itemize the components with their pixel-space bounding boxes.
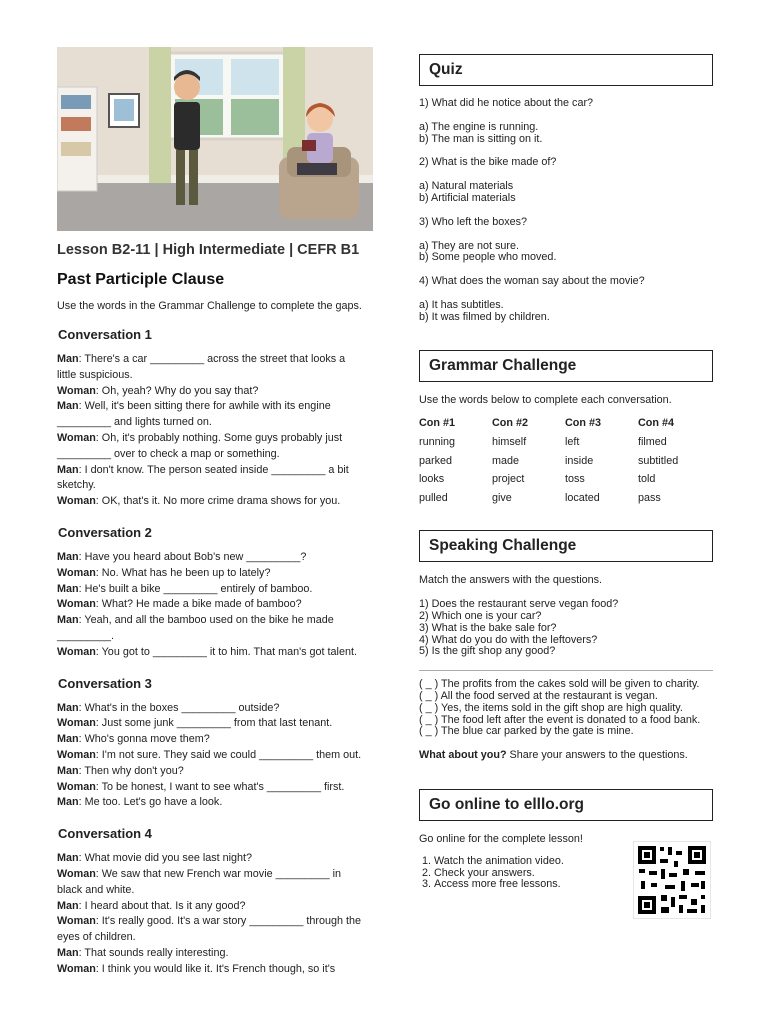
qr-code[interactable] xyxy=(633,841,711,919)
dialogue-line xyxy=(57,566,377,582)
dialogue-line xyxy=(57,899,377,915)
conversation-4 xyxy=(57,826,377,977)
column-header: Con #3 xyxy=(565,417,601,430)
speaker-name: Man xyxy=(57,796,79,809)
speaker-name: Woman xyxy=(57,384,96,397)
dialogue-text: _________ and lights turned on. xyxy=(57,416,212,429)
dialogue-line xyxy=(57,883,377,899)
dialogue-text: : Oh, it's probably nothing. Some guys probably just xyxy=(95,431,343,444)
speaking-answer: ( _ ) The profits from the cakes sold will be given to charity. xyxy=(419,678,700,691)
speaker-name: Man xyxy=(57,463,79,476)
dialogue-line xyxy=(57,368,377,384)
conversation-title: Conversation 3 xyxy=(58,675,152,691)
conversation-3 xyxy=(57,676,377,812)
dialogue-line xyxy=(57,447,377,463)
dialogue-line xyxy=(57,732,377,748)
dialogue-line xyxy=(57,494,377,510)
dialogue-line xyxy=(57,463,377,479)
word: located xyxy=(565,491,600,504)
conversation-title: Conversation 2 xyxy=(58,524,152,540)
dialogue-text: : To be honest, I want to see what's _________ first. xyxy=(95,780,345,793)
dialogue-line xyxy=(57,780,377,796)
quiz-heading: Quiz xyxy=(419,54,713,86)
what-about-you-bold: What about you? xyxy=(419,749,507,762)
quiz-questions xyxy=(419,98,713,324)
what-about-you-rest: Share your answers to the questions. xyxy=(506,749,688,762)
option-b: b) The man is sitting on it. xyxy=(419,132,543,145)
speaking-questions xyxy=(419,599,713,658)
speaking-question: 2) Which one is your car? xyxy=(419,609,542,622)
speaker-name: Woman xyxy=(57,495,96,508)
grammar-word-table xyxy=(419,417,713,510)
page-title: Past Participle Clause xyxy=(57,271,225,288)
grammar-heading: Grammar Challenge xyxy=(419,350,713,382)
dialogue-line xyxy=(57,716,377,732)
dialogue-line xyxy=(57,415,377,431)
word: running xyxy=(419,436,456,449)
word: pass xyxy=(638,491,661,504)
speaker-name: Woman xyxy=(57,598,96,611)
dialogue-text: : What movie did you see last night? xyxy=(78,852,253,865)
dialogue-text: : I don't know. The person seated inside _________ a bit xyxy=(78,463,349,476)
dialogue-line xyxy=(57,613,377,629)
divider xyxy=(419,670,713,671)
speaker-name: Man xyxy=(57,899,79,912)
speaking-answer: ( _ ) Yes, the items sold in the gift shop are high quality. xyxy=(419,701,683,714)
online-step: 3. Access more free lessons. xyxy=(434,879,713,891)
dialogue-text: little suspicious. xyxy=(57,368,133,381)
dialogue-text: : I'm not sure. They said we could _________ them out. xyxy=(95,748,362,761)
speaker-name: Man xyxy=(57,550,79,563)
speaker-name: Man xyxy=(57,582,79,595)
quiz-question xyxy=(419,217,713,264)
word-column xyxy=(492,417,565,510)
lesson-illustration xyxy=(57,47,373,231)
speaking-question: 1) Does the restaurant serve vegan food? xyxy=(419,598,619,611)
question-text: 3) Who left the boxes? xyxy=(419,215,528,228)
dialogue-line xyxy=(57,946,377,962)
dialogue-text: : You got to _________ it to him. That man's got talent. xyxy=(95,645,357,658)
word-column xyxy=(565,417,638,510)
option-b: b) It was filmed by children. xyxy=(419,310,550,323)
dialogue-line xyxy=(57,795,377,811)
dialogue-text: : No. What has he been up to lately? xyxy=(95,566,271,579)
dialogue-text: : We saw that new French war movie _________ in xyxy=(95,867,342,880)
word-column xyxy=(638,417,711,510)
dialogue-line xyxy=(57,645,377,661)
speaking-answer: ( _ ) The blue car parked by the gate is mine. xyxy=(419,725,634,738)
question-text: 4) What does the woman say about the movie? xyxy=(419,275,645,288)
word: told xyxy=(638,473,656,486)
speaker-name: Man xyxy=(57,946,79,959)
speaking-question: 4) What do you do with the leftovers? xyxy=(419,633,598,646)
dialogue-line xyxy=(57,867,377,883)
online-step: 2. Check your answers. xyxy=(434,868,713,880)
option-a: a) Natural materials xyxy=(419,180,514,193)
column-header: Con #4 xyxy=(638,417,674,430)
dialogue-text: : He's built a bike _________ entirely of bamboo. xyxy=(78,582,313,595)
speaking-question: 3) What is the bake sale for? xyxy=(419,621,557,634)
question-text: 1) What did he notice about the car? xyxy=(419,97,594,109)
word: made xyxy=(492,454,520,467)
speaker-name: Woman xyxy=(57,962,96,975)
dialogue-text: : Me too. Let's go have a look. xyxy=(78,796,223,809)
conversation-title: Conversation 1 xyxy=(58,327,152,342)
dialogue-line xyxy=(57,582,377,598)
dialogue-text: : There's a car _________ across the street that looks a xyxy=(78,353,346,365)
quiz-question xyxy=(419,157,713,204)
dialogue-text: : Just some junk _________ from that last tenant. xyxy=(95,717,333,730)
dialogue-text: : I heard about that. Is it any good? xyxy=(78,899,246,912)
word-column xyxy=(419,417,492,510)
dialogue-text: black and white. xyxy=(57,883,135,896)
dialogue-line xyxy=(57,399,377,415)
dialogue-text: : Who's gonna move them? xyxy=(78,733,210,746)
speaker-name: Woman xyxy=(57,566,96,579)
speaker-name: Man xyxy=(57,733,79,746)
dialogue-line xyxy=(57,384,377,400)
speaking-answer: ( _ ) All the food served at the restaurant is vegan. xyxy=(419,689,658,702)
dialogue-text: _________ over to check a map or something. xyxy=(57,447,280,460)
dialogue-text: eyes of children. xyxy=(57,931,136,944)
online-heading: Go online to elllo.org xyxy=(419,789,713,821)
grammar-instructions: Use the words below to complete each conversation. xyxy=(419,393,672,406)
speaking-answers xyxy=(419,679,713,738)
speaker-name: Man xyxy=(57,852,79,865)
dialogue-text: : What's in the boxes _________ outside? xyxy=(78,701,280,714)
word: parked xyxy=(419,454,453,467)
option-b: b) Artificial materials xyxy=(419,191,516,204)
dialogue-text: : What? He made a bike made of bamboo? xyxy=(95,598,302,611)
option-b: b) Some people who moved. xyxy=(419,251,557,264)
speaking-heading: Speaking Challenge xyxy=(419,530,713,562)
dialogue-line xyxy=(57,352,377,368)
speaker-name: Man xyxy=(57,764,79,777)
dialogue-text: : That sounds really interesting. xyxy=(78,946,229,959)
dialogue-line xyxy=(57,930,377,946)
word: left xyxy=(565,436,580,449)
word: filmed xyxy=(638,436,667,449)
speaker-name: Man xyxy=(57,353,79,365)
speaking-instructions: Match the answers with the questions. xyxy=(419,574,603,587)
speaker-name: Woman xyxy=(57,645,96,658)
question-text: 2) What is the bike made of? xyxy=(419,156,557,169)
dialogue-text: : OK, that's it. No more crime drama shows for you. xyxy=(95,495,341,508)
dialogue-line xyxy=(57,962,377,978)
quiz-question xyxy=(419,276,713,323)
word: pulled xyxy=(419,491,448,504)
dialogue-text: _________. xyxy=(57,629,115,642)
dialogue-line xyxy=(57,701,377,717)
word: give xyxy=(492,491,512,504)
speaker-name: Man xyxy=(57,614,79,627)
word: looks xyxy=(419,473,445,486)
word: subtitled xyxy=(638,454,679,467)
column-header: Con #2 xyxy=(492,417,528,430)
dialogue-text: : Yeah, and all the bamboo used on the bike he made xyxy=(78,614,334,627)
conversations xyxy=(57,327,377,978)
speaker-name: Woman xyxy=(57,867,96,880)
speaking-question: 5) Is the gift shop any good? xyxy=(419,645,556,658)
conversation-2 xyxy=(57,525,377,661)
dialogue-line xyxy=(57,764,377,780)
dialogue-line xyxy=(57,478,377,494)
what-about-you xyxy=(419,750,713,762)
dialogue-text: : Have you heard about Bob's new _________? xyxy=(78,550,307,563)
quiz-question xyxy=(419,98,713,145)
option-a: a) The engine is running. xyxy=(419,120,539,133)
speaker-name: Woman xyxy=(57,748,96,761)
speaker-name: Man xyxy=(57,701,79,714)
dialogue-line xyxy=(57,431,377,447)
dialogue-text: : Then why don't you? xyxy=(78,764,184,777)
option-a: a) It has subtitles. xyxy=(419,298,504,311)
speaker-name: Man xyxy=(57,400,79,413)
online-intro: Go online for the complete lesson! xyxy=(419,832,583,845)
dialogue-text: : Oh, yeah? Why do you say that? xyxy=(95,384,259,397)
left-column xyxy=(57,47,377,978)
online-step: 1. Watch the animation video. xyxy=(434,856,713,868)
word: inside xyxy=(565,454,594,467)
speaker-name: Woman xyxy=(57,717,96,730)
lesson-line: Lesson B2-11 | High Intermediate | CEFR B1 xyxy=(57,242,360,258)
dialogue-line xyxy=(57,597,377,613)
dialogue-line xyxy=(57,550,377,566)
speaker-name: Woman xyxy=(57,431,96,444)
option-a: a) They are not sure. xyxy=(419,239,520,252)
dialogue-text: : I think you would like it. It's French though, so it's xyxy=(95,962,336,975)
right-column xyxy=(419,54,713,891)
conversation-title: Conversation 4 xyxy=(58,826,152,842)
word: himself xyxy=(492,436,527,449)
speaking-answer: ( _ ) The food left after the event is donated to a food bank. xyxy=(419,713,701,726)
word: project xyxy=(492,473,525,486)
dialogue-text: : Well, it's been sitting there for awhile with its engine xyxy=(78,400,331,413)
speaker-name: Woman xyxy=(57,915,96,928)
conversation-1 xyxy=(57,327,377,510)
speaker-name: Woman xyxy=(57,780,96,793)
dialogue-line xyxy=(57,629,377,645)
dialogue-line xyxy=(57,851,377,867)
dialogue-text: : It's really good. It's a war story _________ through the xyxy=(95,915,362,928)
dialogue-line xyxy=(57,748,377,764)
instructions: Use the words in the Grammar Challenge to complete the gaps. xyxy=(57,300,362,312)
dialogue-text: sketchy. xyxy=(57,479,96,492)
dialogue-line xyxy=(57,914,377,930)
column-header: Con #1 xyxy=(419,417,455,430)
word: toss xyxy=(565,473,585,486)
